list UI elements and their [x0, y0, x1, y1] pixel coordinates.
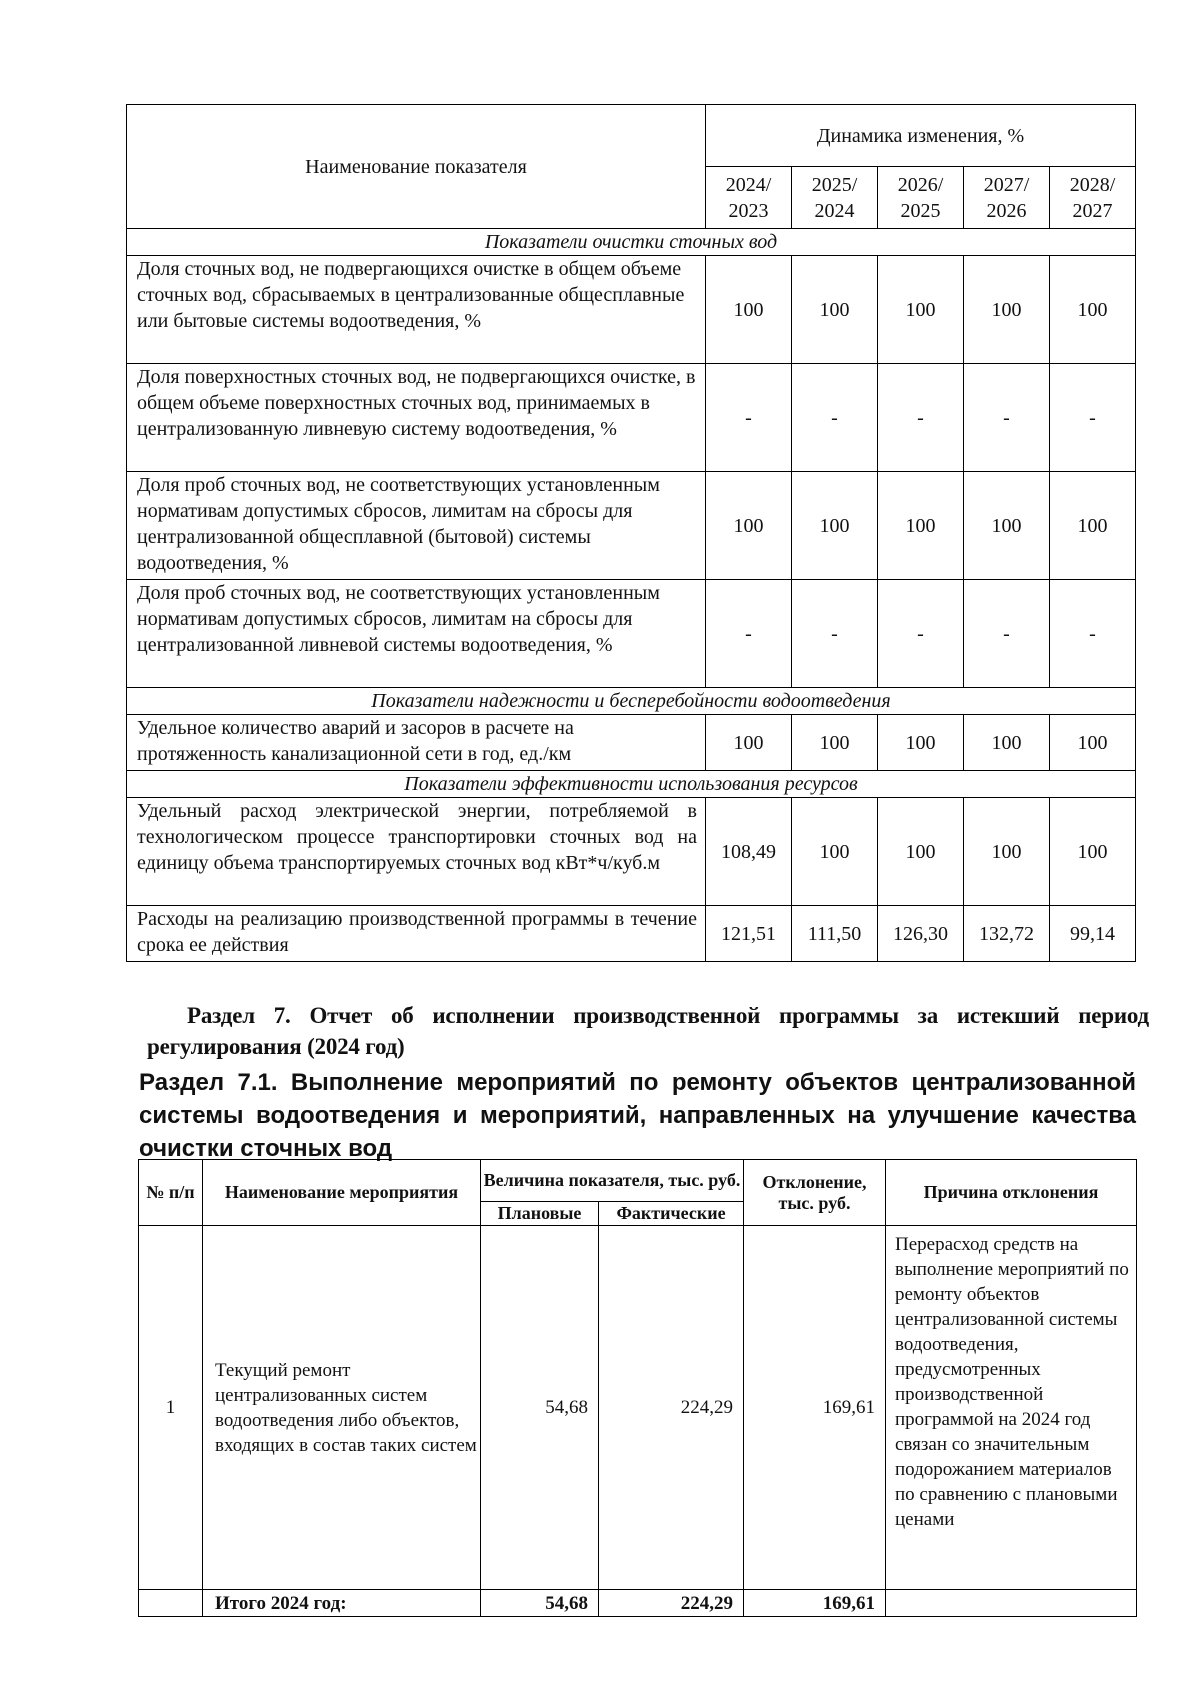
- deviation-reason: Перерасход средств на выполнение мероприятий по ремонту объектов централизованной системы водоотведения, предусмотренных производственной программой на 2024 год связан со значительным подорожанием материалов по сравнению с плановыми ценами: [886, 1226, 1137, 1590]
- year-header: [1050, 167, 1136, 229]
- repair-activities-table: [138, 1159, 1137, 1617]
- header-planned: Плановые: [481, 1202, 599, 1226]
- year-header-bottom: 2026: [986, 199, 1027, 222]
- indicator-value: 100: [1050, 472, 1136, 580]
- indicator-value: 108,49: [706, 798, 792, 906]
- indicator-value: 100: [964, 472, 1050, 580]
- indicator-value: 100: [792, 472, 878, 580]
- year-header-bottom: 2027: [1072, 199, 1113, 222]
- indicator-value: -: [1050, 580, 1136, 688]
- indicator-name: Доля сточных вод, не подвергающихся очистке в общем объеме сточных вод, сбрасываемых в централизованные общесплавные или бытовые системы водоотведения, %: [127, 256, 706, 364]
- year-header-bottom: 2024: [814, 199, 855, 222]
- row-number: 1: [139, 1226, 203, 1590]
- section-title-treatment: Показатели очистки сточных вод: [127, 229, 1136, 256]
- total-label: Итого 2024 год:: [203, 1590, 481, 1617]
- indicator-name: Доля проб сточных вод, не соответствующих установленным нормативам допустимых сбросов, лимитам на сбросы для централизованной общесплавной (бытовой) системы водоотведения, %: [127, 472, 706, 580]
- year-header: [792, 167, 878, 229]
- indicator-value: 100: [964, 256, 1050, 364]
- indicator-value: 100: [878, 798, 964, 906]
- header-number: № п/п: [139, 1160, 203, 1226]
- indicator-value: -: [878, 580, 964, 688]
- total-reason-empty: [886, 1590, 1137, 1617]
- indicator-value: 100: [1050, 715, 1136, 771]
- actual-value: 224,29: [599, 1226, 744, 1590]
- section-7-1-heading: Раздел 7.1. Выполнение мероприятий по ремонту объектов централизованной системы водоотведения и мероприятий, направленных на улучшение качества очистки сточных вод: [139, 1069, 1136, 1162]
- deviation-value: 169,61: [744, 1226, 886, 1590]
- year-header-top: 2027/: [983, 173, 1030, 196]
- indicator-value: -: [964, 364, 1050, 472]
- year-header-top: 2026/: [897, 173, 944, 196]
- indicator-value: 100: [964, 715, 1050, 771]
- year-header-top: 2025/: [811, 173, 858, 196]
- indicator-value: -: [706, 580, 792, 688]
- indicator-value: 100: [706, 256, 792, 364]
- indicator-value: 99,14: [1050, 906, 1136, 962]
- section-title-efficiency: Показатели эффективности использования ресурсов: [127, 771, 1136, 798]
- indicator-value: 100: [878, 472, 964, 580]
- indicator-value: -: [792, 580, 878, 688]
- header-reason: Причина отклонения: [886, 1160, 1137, 1226]
- indicator-value: 100: [792, 798, 878, 906]
- indicator-name: Доля проб сточных вод, не соответствующих установленным нормативам допустимых сбросов, лимитам на сбросы для централизованной ливневой системы водоотведения, %: [127, 580, 706, 688]
- activity-name: Текущий ремонт централизованных систем водоотведения либо объектов, входящих в состав таких систем: [203, 1226, 481, 1590]
- year-header-bottom: 2023: [728, 199, 769, 222]
- indicator-value: 100: [706, 472, 792, 580]
- total-actual: 224,29: [599, 1590, 744, 1617]
- indicator-value: 100: [878, 256, 964, 364]
- indicator-value: 100: [792, 715, 878, 771]
- indicator-value: 126,30: [878, 906, 964, 962]
- header-dynamics: Динамика изменения, %: [706, 105, 1136, 167]
- indicator-name: Доля поверхностных сточных вод, не подвергающихся очистке, в общем объеме поверхностных сточных вод, принимаемых в централизованную ливневую систему водоотведения, %: [127, 364, 706, 472]
- indicator-value: 100: [878, 715, 964, 771]
- indicator-value: -: [964, 580, 1050, 688]
- indicator-value: -: [792, 364, 878, 472]
- year-header: [878, 167, 964, 229]
- indicator-value: 100: [1050, 256, 1136, 364]
- header-indicator-name: Наименование показателя: [127, 105, 706, 229]
- indicator-value: 100: [964, 798, 1050, 906]
- indicator-value: 132,72: [964, 906, 1050, 962]
- header-deviation: Отклонение, тыс. руб.: [744, 1160, 886, 1226]
- header-value: Величина показателя, тыс. руб.: [481, 1160, 744, 1202]
- planned-value: 54,68: [481, 1226, 599, 1590]
- section-7-heading: Раздел 7. Отчет об исполнении производственной программы за истекший период регулирования (2024 год): [147, 1003, 1149, 1059]
- header-actual: Фактические: [599, 1202, 744, 1226]
- indicator-value: -: [1050, 364, 1136, 472]
- indicator-value: -: [878, 364, 964, 472]
- year-header: [964, 167, 1050, 229]
- indicator-name: Расходы на реализацию производственной программы в течение срока ее действия: [127, 906, 706, 962]
- indicators-dynamics-table: [126, 104, 1136, 962]
- indicator-value: 100: [706, 715, 792, 771]
- indicator-name: Удельное количество аварий и засоров в расчете на протяженность канализационной сети в год, ед./км: [127, 715, 706, 771]
- indicator-value: 111,50: [792, 906, 878, 962]
- indicator-value: -: [706, 364, 792, 472]
- indicator-value: 121,51: [706, 906, 792, 962]
- total-empty-cell: [139, 1590, 203, 1617]
- year-header: [706, 167, 792, 229]
- year-header-top: 2028/: [1069, 173, 1116, 196]
- section-title-reliability: Показатели надежности и бесперебойности водоотведения: [127, 688, 1136, 715]
- header-activity-name: Наименование мероприятия: [203, 1160, 481, 1226]
- total-deviation: 169,61: [744, 1590, 886, 1617]
- indicator-value: 100: [792, 256, 878, 364]
- year-header-bottom: 2025: [900, 199, 941, 222]
- year-header-top: 2024/: [725, 173, 772, 196]
- total-planned: 54,68: [481, 1590, 599, 1617]
- indicator-name: Удельный расход электрической энергии, потребляемой в технологическом процессе транспортировки сточных вод на единицу объема транспортируемых сточных вод кВт*ч/куб.м: [127, 798, 706, 906]
- indicator-value: 100: [1050, 798, 1136, 906]
